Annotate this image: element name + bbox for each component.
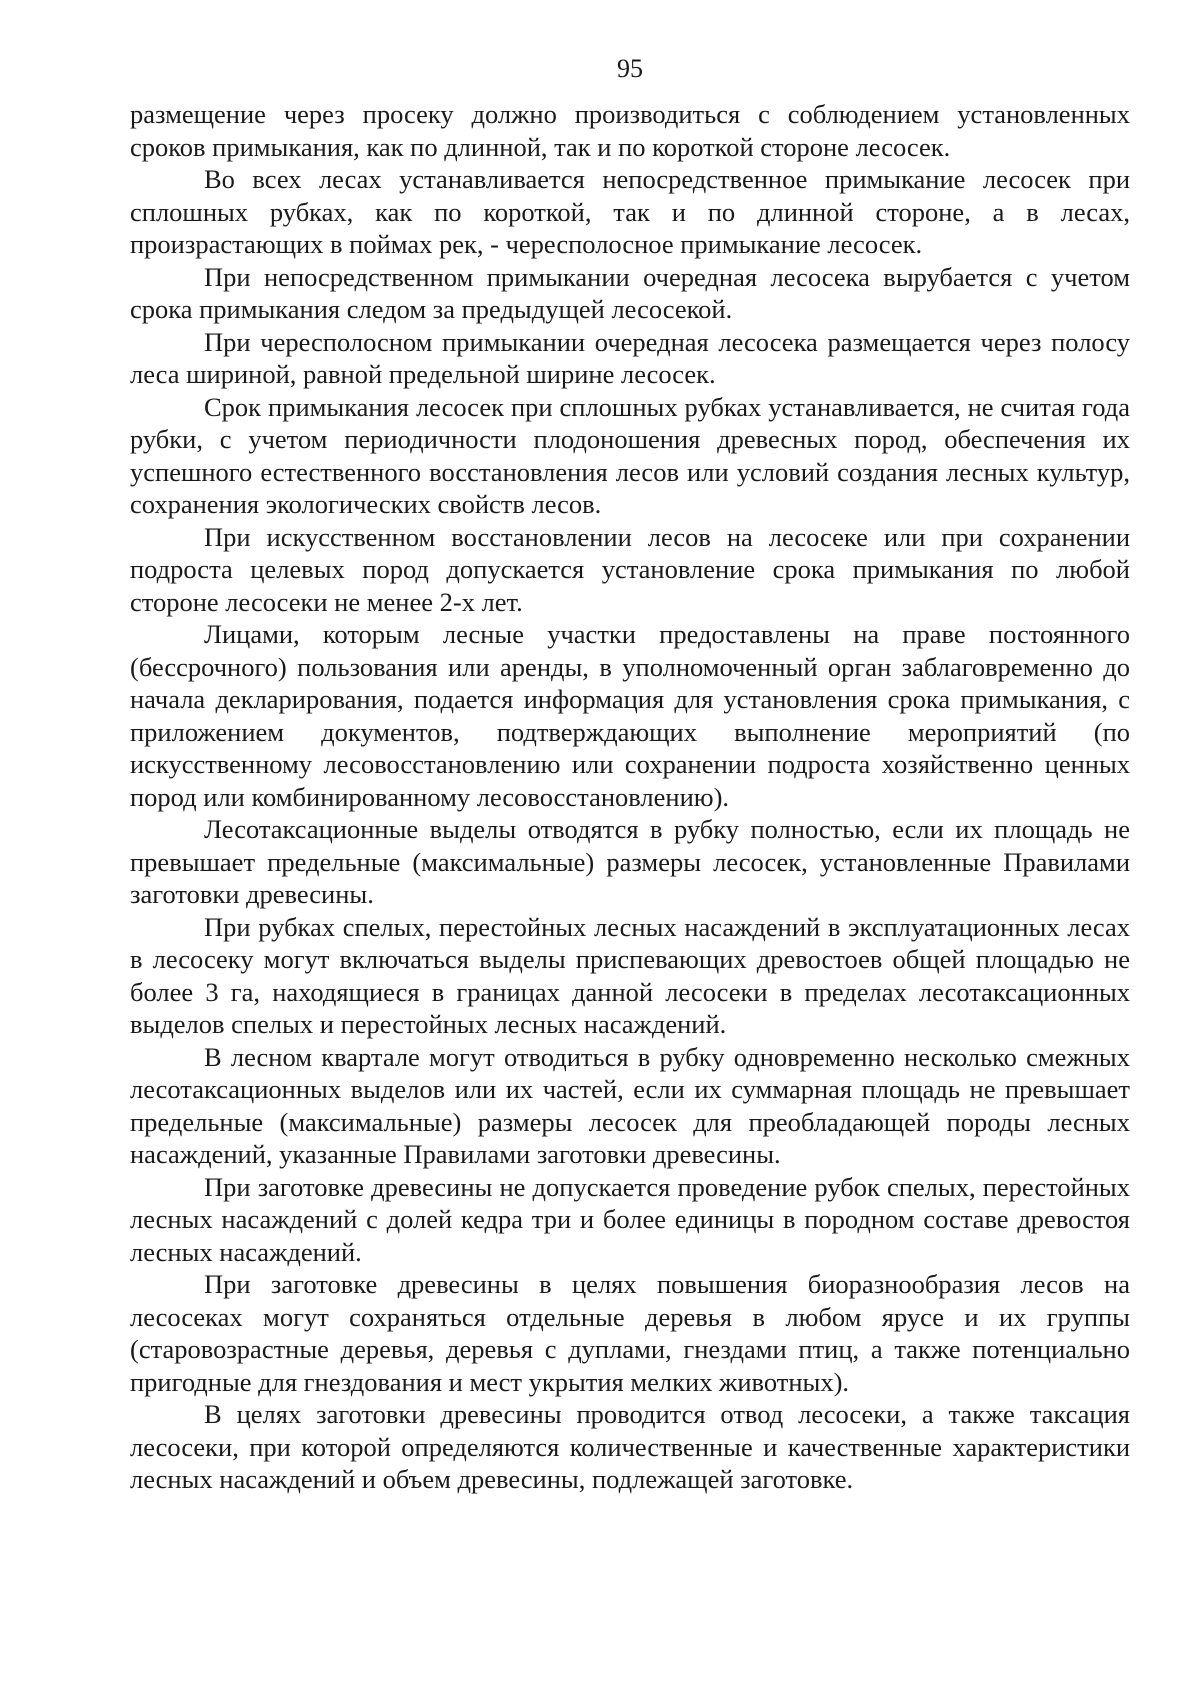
paragraph: Лицами, которым лесные участки предоставлены на праве постоянного (бессрочного) пользования или аренды, в уполномоченный орган заблаговременно до начала декларирования, подается информация для установления срока примыкания, с приложением документов, подтверждающих выполнение мероприятий (по искусственному лесовосстановлению или сохранении подроста хозяйственно ценных пород или комбинированному лесовосстановлению). <box>130 619 1130 812</box>
paragraph: При искусственном восстановлении лесов на лесосеке или при сохранении подроста целевых пород допускается установление срока примыкания по любой стороне лесосеки не менее 2-х лет. <box>130 521 1130 617</box>
paragraph: При заготовке древесины в целях повышения биоразнообразия лесов на лесосеках могут сохраняться отдельные деревья в любом ярусе и их группы (старовозрастные деревья, деревья с дуплами, гнездами птиц, а также потенциально пригодные для гнездования и мест укрытия мелких животных). <box>130 1269 1130 1397</box>
paragraph: В лесном квартале могут отводиться в рубку одновременно несколько смежных лесотаксационных выделов или их частей, если их суммарная площадь не превышает предельные (максимальные) размеры лесосек для преобладающей породы лесных насаждений, указанные Правилами заготовки древесины. <box>130 1041 1130 1169</box>
paragraph: Во всех лесах устанавливается непосредственное примыкание лесосек при сплошных рубках, как по короткой, так и по длинной стороне, а в лесах, произрастающих в поймах рек, - чересполосное примыкание лесосек. <box>130 164 1130 259</box>
paragraph: Срок примыкания лесосек при сплошных рубках устанавливается, не считая года рубки, с учетом периодичности плодоношения древесных пород, обеспечения их успешного естественного восстановления лесов или условий создания лесных культур, сохранения экологических свойств лесов. <box>130 391 1130 519</box>
paragraph: При рубках спелых, перестойных лесных насаждений в эксплуатационных лесах в лесосеку могут включаться выделы приспевающих древостоев общей площадью не более 3 га, находящиеся в границах данной лесосеки в пределах лесотаксационных выделов спелых и перестойных лесных насаждений. <box>130 911 1130 1039</box>
document-page <box>130 52 1130 1496</box>
paragraph: размещение через просеку должно производиться с соблюдением установленных сроков примыкания, как по длинной, так и по короткой стороне лесосек. <box>130 99 1130 162</box>
paragraph: При непосредственном примыкании очередная лесосека вырубается с учетом срока примыкания следом за предыдущей лесосекой. <box>130 261 1130 324</box>
paragraph: При чересполосном примыкании очередная лесосека размещается через полосу леса шириной, равной предельной ширине лесосек. <box>130 326 1130 389</box>
paragraph: Лесотаксационные выделы отводятся в рубку полностью, если их площадь не превышает предельные (максимальные) размеры лесосек, установленные Правилами заготовки древесины. <box>130 814 1130 909</box>
paragraph: В целях заготовки древесины проводится отвод лесосеки, а также таксация лесосеки, при которой определяются количественные и качественные характеристики лесных насаждений и объем древесины, подлежащей заготовке. <box>130 1399 1130 1494</box>
paragraph: При заготовке древесины не допускается проведение рубок спелых, перестойных лесных насаждений с долей кедра три и более единицы в породном составе древостоя лесных насаждений. <box>130 1171 1130 1267</box>
page-number: 95 <box>617 54 643 83</box>
